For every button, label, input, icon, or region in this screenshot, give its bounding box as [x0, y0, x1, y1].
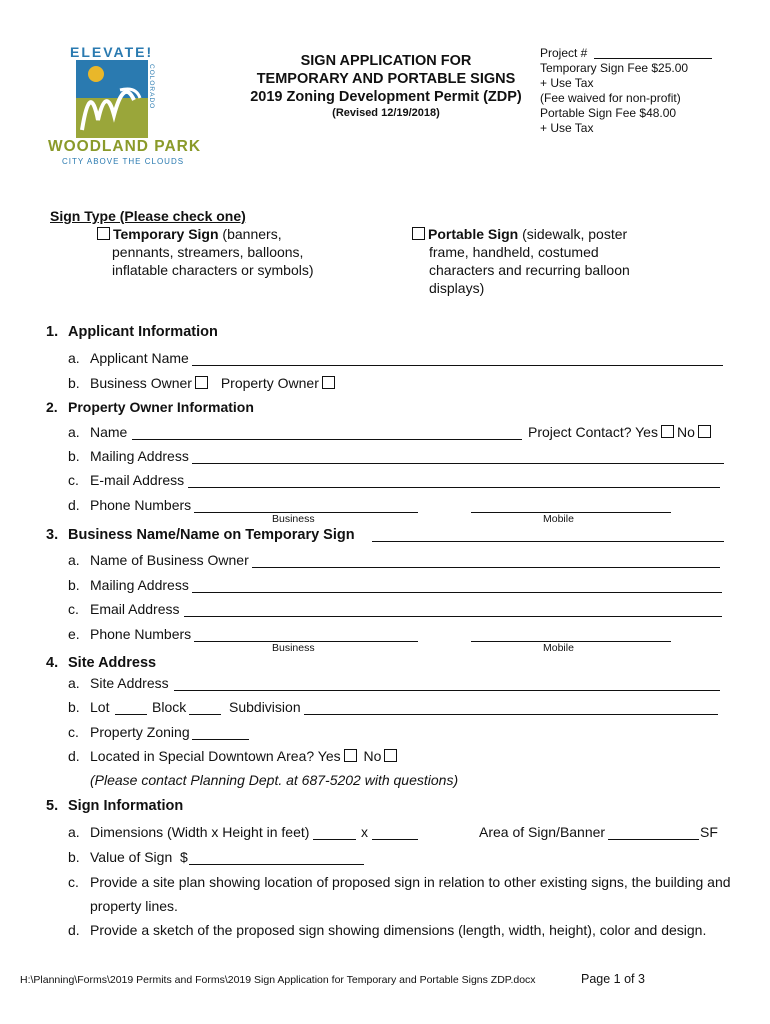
- square-feet-unit: SF: [700, 824, 718, 840]
- business-owner-checkbox[interactable]: [195, 376, 208, 389]
- revised-date: (Revised 12/19/2018): [332, 107, 440, 119]
- logo-tagline: CITY ABOVE THE CLOUDS: [62, 157, 185, 166]
- portable-fee: Portable Sign Fee $48.00: [540, 106, 677, 120]
- width-field[interactable]: [313, 839, 356, 840]
- business-mailing-label: Mailing Address: [90, 577, 189, 593]
- owner-mobile-caption: Mobile: [543, 513, 574, 525]
- business-email-label: Email Address: [90, 601, 180, 617]
- business-phone-caption: Business: [272, 642, 315, 654]
- project-contact-yes-checkbox[interactable]: [661, 425, 674, 438]
- s3-c-marker: c.: [68, 601, 79, 617]
- form-title-line1: SIGN APPLICATION FOR: [300, 53, 472, 69]
- project-number-field[interactable]: [594, 58, 712, 59]
- site-address-label: Site Address: [90, 675, 169, 691]
- page-number: Page 1 of 3: [581, 972, 645, 986]
- sign-type-heading: Sign Type (Please check one): [50, 208, 246, 224]
- owner-mailing-field[interactable]: [192, 463, 724, 464]
- sign-value-label: Value of Sign $: [90, 849, 188, 865]
- section1-title: Applicant Information: [68, 324, 218, 340]
- height-field[interactable]: [372, 839, 418, 840]
- form-title-line2: TEMPORARY AND PORTABLE SIGNS: [256, 71, 516, 87]
- fee-waived-note: (Fee waived for non-profit): [540, 91, 681, 105]
- s2-a-marker: a.: [68, 424, 80, 440]
- section1-number: 1.: [46, 324, 59, 340]
- portable-sign-desc2: frame, handheld, costumed: [429, 244, 599, 260]
- business-phone-label: Phone Numbers: [90, 626, 192, 642]
- owner-name-label: Name: [90, 424, 128, 440]
- downtown-yes-checkbox[interactable]: [344, 749, 357, 762]
- s3-e-marker: e.: [68, 626, 80, 642]
- s4-b-marker: b.: [68, 699, 80, 715]
- sketch-instruction: Provide a sketch of the proposed sign showing dimensions (length, width, height), color and design.: [90, 922, 707, 938]
- business-owner-name-field[interactable]: [252, 567, 720, 568]
- section4-number: 4.: [46, 655, 59, 671]
- sign-area-field[interactable]: [608, 839, 699, 840]
- s5-d-marker: d.: [68, 922, 80, 938]
- project-number-label: Project #: [540, 46, 588, 60]
- zoning-field[interactable]: [192, 739, 249, 740]
- owner-mailing-label: Mailing Address: [90, 448, 189, 464]
- project-contact-no-checkbox[interactable]: [698, 425, 711, 438]
- portable-sign-desc4: displays): [429, 280, 485, 296]
- portable-sign-checkbox[interactable]: [412, 227, 425, 240]
- portable-sign-label: Portable Sign: [428, 226, 519, 242]
- section3-number: 3.: [46, 527, 59, 543]
- zoning-label: Property Zoning: [90, 724, 190, 740]
- site-plan-instruction-cont: property lines.: [90, 898, 178, 914]
- s5-a-marker: a.: [68, 824, 80, 840]
- project-contact-no-label: No: [676, 424, 695, 440]
- block-label: Block: [152, 699, 187, 715]
- s5-b-marker: b.: [68, 849, 80, 865]
- section4-title: Site Address: [68, 655, 157, 671]
- business-owner-name-label: Name of Business Owner: [90, 552, 249, 568]
- temporary-sign-desc3: inflatable characters or symbols): [112, 262, 314, 278]
- s4-c-marker: c.: [68, 724, 79, 740]
- project-contact-label: Project Contact? Yes: [528, 424, 658, 440]
- downtown-no-label: No: [363, 748, 382, 764]
- lot-field[interactable]: [115, 714, 147, 715]
- s2-d-marker: d.: [68, 497, 80, 513]
- s5-c-marker: c.: [68, 874, 79, 890]
- downtown-area-label: Located in Special Downtown Area? Yes: [90, 748, 341, 764]
- portable-sign-desc1: (sidewalk, poster: [518, 226, 628, 242]
- applicant-name-field[interactable]: [192, 365, 723, 366]
- temporary-sign-checkbox[interactable]: [97, 227, 110, 240]
- use-tax-1: + Use Tax: [540, 76, 594, 90]
- applicant-name-label: Applicant Name: [90, 350, 189, 366]
- business-owner-label: Business Owner: [90, 375, 192, 391]
- owner-email-label: E-mail Address: [90, 472, 185, 488]
- business-mailing-field[interactable]: [192, 592, 722, 593]
- property-owner-label: Property Owner: [220, 375, 319, 391]
- dimensions-label: Dimensions (Width x Height in feet): [90, 824, 310, 840]
- planning-contact-note: (Please contact Planning Dept. at 687-5202 with questions): [90, 772, 459, 788]
- s4-d-marker: d.: [68, 748, 80, 764]
- s3-a-marker: a.: [68, 552, 80, 568]
- section2-title: Property Owner Information: [68, 399, 254, 415]
- s3-b-marker: b.: [68, 577, 80, 593]
- portable-sign-desc3: characters and recurring balloon: [429, 262, 630, 278]
- property-owner-checkbox[interactable]: [322, 376, 335, 389]
- dimension-x: x: [361, 824, 368, 840]
- s1-b-marker: b.: [68, 375, 80, 391]
- business-mobile-caption: Mobile: [543, 642, 574, 654]
- use-tax-2: + Use Tax: [540, 121, 594, 135]
- s4-a-marker: a.: [68, 675, 80, 691]
- temporary-sign-desc2: pennants, streamers, balloons,: [112, 244, 304, 260]
- form-title-line3: 2019 Zoning Development Permit (ZDP): [250, 89, 522, 105]
- logo-top-text: ELEVATE!: [70, 44, 154, 60]
- site-address-field[interactable]: [174, 690, 720, 691]
- section2-number: 2.: [46, 399, 58, 415]
- owner-name-field[interactable]: [132, 439, 522, 440]
- site-plan-instruction: Provide a site plan showing location of proposed sign in relation to other existing signs, the building and: [90, 874, 731, 890]
- s1-a-marker: a.: [68, 350, 80, 366]
- business-name-field[interactable]: [372, 541, 724, 542]
- logo-name: WOODLAND PARK: [48, 138, 202, 155]
- subdivision-label: Subdivision: [229, 699, 301, 715]
- section5-title: Sign Information: [68, 798, 184, 814]
- owner-phone-label: Phone Numbers: [90, 497, 192, 513]
- temporary-fee: Temporary Sign Fee $25.00: [540, 61, 689, 75]
- section5-number: 5.: [46, 798, 59, 814]
- temporary-sign-label: Temporary Sign: [113, 226, 219, 242]
- lot-label: Lot: [90, 699, 110, 715]
- woodland-park-logo: [76, 60, 148, 138]
- sign-area-label: Area of Sign/Banner: [479, 824, 606, 840]
- sign-value-field[interactable]: [189, 864, 364, 865]
- subdivision-field[interactable]: [304, 714, 718, 715]
- logo-side-text: COLORADO: [148, 64, 155, 110]
- block-field[interactable]: [189, 714, 221, 715]
- s2-b-marker: b.: [68, 448, 80, 464]
- downtown-no-checkbox[interactable]: [384, 749, 397, 762]
- owner-business-caption: Business: [272, 513, 315, 525]
- s2-c-marker: c.: [68, 472, 79, 488]
- owner-email-field[interactable]: [188, 487, 720, 488]
- business-email-field[interactable]: [184, 616, 722, 617]
- temporary-sign-desc1: (banners,: [218, 226, 282, 242]
- section3-title: Business Name/Name on Temporary Sign: [68, 527, 355, 543]
- file-path: H:\Planning\Forms\2019 Permits and Forms\2019 Sign Application for Temporary and Portable Signs ZDP.docx: [20, 974, 536, 986]
